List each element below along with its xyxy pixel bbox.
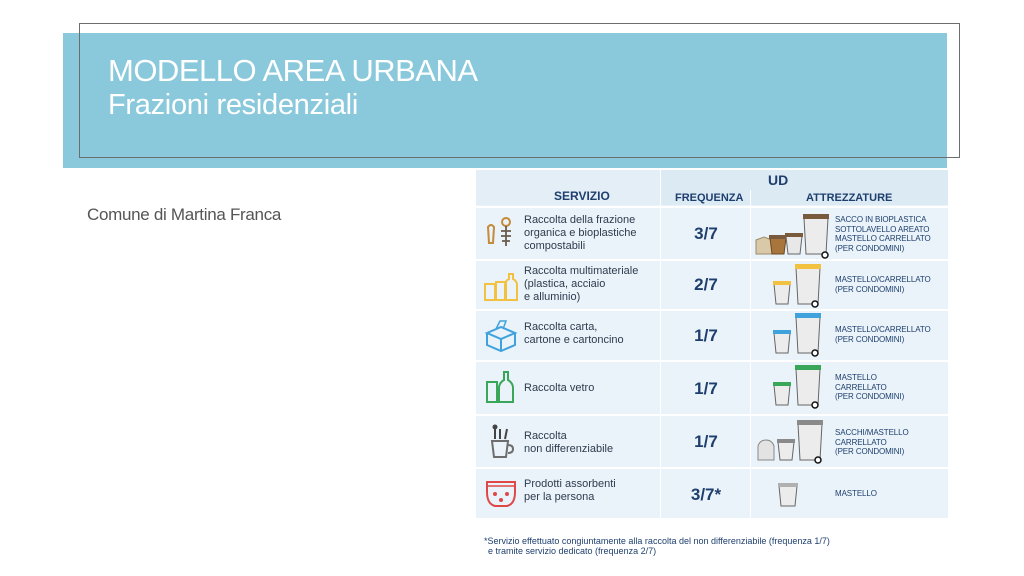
frequency-value: 3/7* xyxy=(690,485,722,504)
multimaterial-bins-icon xyxy=(754,262,832,312)
header-servizio: SERVIZIO xyxy=(554,189,610,203)
frequency-value: 1/7 xyxy=(694,326,718,345)
absorbent-bin-icon xyxy=(754,470,832,520)
glass-bins-icon xyxy=(754,363,832,413)
header-ud: UD xyxy=(768,172,789,188)
multimaterial-icon xyxy=(482,266,520,304)
equipment-label: SACCO IN BIOPLASTICA SOTTOLAVELLO AREATO MASTELLO CARRELLATO (PER CONDOMINI) xyxy=(835,215,931,253)
diaper-icon xyxy=(482,474,520,512)
page-title: MODELLO AREA URBANA xyxy=(108,53,478,88)
frequency-value: 1/7 xyxy=(694,379,718,398)
row-divider xyxy=(476,309,948,311)
page-subtitle: Frazioni residenziali xyxy=(108,89,358,121)
service-label: Raccolta della frazione organica e bioplastiche compostabili xyxy=(524,214,637,252)
row-divider xyxy=(476,259,948,261)
equipment-label: SACCHI/MASTELLO CARRELLATO (PER CONDOMINI) xyxy=(835,428,909,456)
service-label: Raccolta multimateriale (plastica, acciaio e alluminio) xyxy=(524,265,639,303)
equipment-label: MASTELLO/CARRELLATO (PER CONDOMINI) xyxy=(835,275,931,294)
frequency-value: 2/7 xyxy=(694,275,718,294)
column-divider xyxy=(660,170,661,518)
frequency-value: 3/7 xyxy=(694,224,718,243)
frequency-value: 1/7 xyxy=(694,432,718,451)
service-label: Raccolta vetro xyxy=(524,382,595,394)
organic-waste-icon xyxy=(482,213,520,251)
header-frequenza: FREQUENZA xyxy=(675,192,744,204)
paper-bins-icon xyxy=(754,311,832,361)
municipality-label: Comune di Martina Franca xyxy=(87,205,282,224)
footnote-line: *Servizio effettuato congiuntamente alla raccolta del non differenziabile (frequenza 1/7) xyxy=(484,536,830,546)
equipment-label: MASTELLO/CARRELLATO (PER CONDOMINI) xyxy=(835,325,931,344)
paper-box-icon xyxy=(482,317,520,355)
row-divider xyxy=(476,360,948,362)
glass-bottle-icon xyxy=(482,368,520,406)
row-divider xyxy=(476,467,948,469)
equipment-label: MASTELLO xyxy=(835,489,877,498)
residual-bins-icon xyxy=(754,416,832,466)
equipment-label: MASTELLO CARRELLATO (PER CONDOMINI) xyxy=(835,373,905,401)
header-attrezzature: ATTREZZATURE xyxy=(806,192,893,204)
residual-waste-icon xyxy=(482,423,520,461)
service-label: Prodotti assorbenti per la persona xyxy=(524,478,616,503)
row-divider xyxy=(476,414,948,416)
footnote-line: e tramite servizio dedicato (frequenza 2/7) xyxy=(488,546,657,556)
organic-bins-icon xyxy=(754,210,832,260)
row-divider xyxy=(476,206,948,208)
service-label: Raccolta non differenziabile xyxy=(524,430,614,455)
service-label: Raccolta carta, cartone e cartoncino xyxy=(524,321,624,346)
